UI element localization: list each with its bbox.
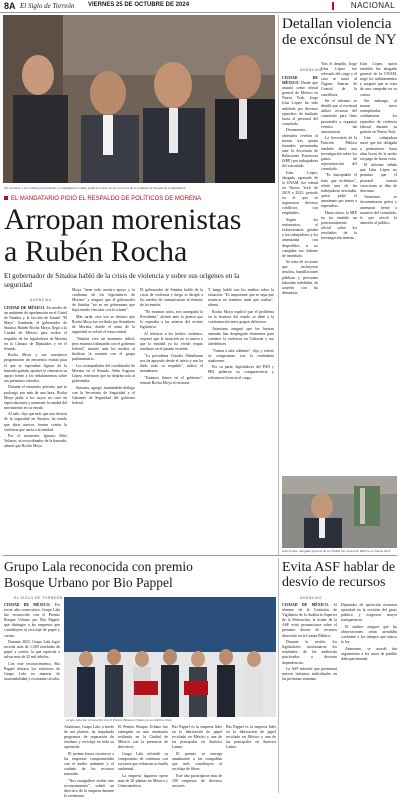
kicker-marker bbox=[4, 196, 8, 200]
main-column-4 bbox=[208, 288, 274, 552]
asf-col1-p3: La ASF informó que presentará nuevos informes individuales en las próximas semanas. bbox=[282, 667, 337, 682]
section-marker bbox=[332, 2, 334, 10]
lala-col4-p2: El premio se entrega anualmente a las compañías que más contribuyen al reciclaje de fibras. bbox=[172, 751, 222, 772]
paragraph-text: Por tercer año consecutivo, Grupo Lala fue reconocido con el Premio Bosque Urbano por Bio Pappel, que distingue a las empresas que contribuyen al reciclaje de papel y cartón. bbox=[4, 603, 60, 638]
main-photo-caption: Sin acelerar y sin cambio programado, el mandatario estatal profirió el leer de los recursos de la andanza al Senado de la República. bbox=[4, 186, 187, 190]
main-col1-p2: Rocha Moya y sus consejeros programaron un encuentro estatal para el que se esperaban figuras de la bancada guinda, quienes le reiteraron su apoyo frente a los señalamientos sobre sus presuntos vínculos. bbox=[4, 353, 67, 383]
consul-col1-p2: Documentos obtenidos revelan al menos tres quejas formales presentadas ante la Secretaría de Relaciones Exteriores (SRE) por trabajadores del consulado. bbox=[282, 128, 318, 169]
main-story-kicker bbox=[4, 196, 274, 202]
lala-column-1 bbox=[4, 603, 60, 793]
main-col1-p1 bbox=[4, 306, 67, 352]
main-col3-p1: El gobernador de Sinaloa habló de la crisis de violencia y luego se dirigió a los medios de comunicación al término de la reunión. bbox=[140, 288, 203, 308]
main-col2-p3: "Sinaloa vive un momento difícil, pero estamos trabajando con el gobierno federal", insistió ante los medios al finalizar la reunión con el grupo parlamentario. bbox=[72, 336, 135, 362]
asf-column-1 bbox=[282, 603, 337, 793]
main-col4-p4: "Vamos a salir adelante", dijo, y reiteró su compromiso con la ciudadanía sinaloense. bbox=[208, 348, 274, 363]
lala-col5-p1: Bio Pappel es la empresa líder en la fabricación de papel reciclado en México y una de las principales en América Latina. bbox=[226, 725, 276, 750]
lala-byline: EL SIGLO DE TORREÓN bbox=[14, 596, 63, 600]
main-story-photo bbox=[3, 15, 275, 183]
lala-col1-p3: Con este reconocimiento, Bio Pappel destaca los esfuerzos de Grupo Lala en materia de sustentabilidad y economía circular. bbox=[4, 662, 60, 682]
lala-col3-p3: La empresa lagunera opera más de 20 plantas en México y Centroamérica. bbox=[118, 773, 168, 789]
lala-column-2 bbox=[64, 725, 114, 799]
main-deck: El gobernador de Sinaloa habló de la crisis de violencia y sobre sus orígenes en la seguridad bbox=[4, 272, 240, 289]
paragraph-text: Desde que asumió como cónsul general de México en Nueva York, Jorge Islas López ha sido señalado por diversos episodios de maltrato hacia el personal del consulado. bbox=[282, 81, 318, 126]
dateline: CIUDAD DE MÉXICO. bbox=[282, 76, 318, 86]
consul-column-2 bbox=[321, 62, 357, 472]
asf-col2-p1: Diputados de oposición acusaron opacidad en la revisión del gasto público y exigieron mayor transparencia. bbox=[341, 603, 397, 623]
asf-byline: AGENCIAS bbox=[300, 596, 322, 600]
main-col4-p3: Asimismo aseguró que las fuerzas armadas han desplegado elementos para contener la violencia en Culiacán y sus alrededores. bbox=[208, 326, 274, 346]
bottom-column-divider bbox=[278, 558, 279, 793]
main-column-3 bbox=[140, 288, 203, 552]
main-column-2 bbox=[72, 288, 135, 552]
main-col4-p5: Por su parte, legisladores del PAN y PRI pidieron su comparecencia y solicitaron licencia al cargo. bbox=[208, 365, 274, 380]
main-col2-p1: Moya "tiene todo nuestro apoyo y la confianza de los legisladores de Morena" y aseguró que el gobernador de Sinaloa "no es un gobernante que haya tenido vínculos con el crimen". bbox=[72, 288, 135, 313]
consul-col2-p3: La Secretaría de la Función Pública también abrió una investigación sobre los gastos de representación del consulado. bbox=[321, 136, 357, 171]
main-col2-p4: Los acompañados del coordinador de Morena en el Senado, Adán Augusto López, reiteraron que no dejarán solo al gobernador. bbox=[72, 363, 135, 384]
lala-headline-line2: Bosque Urbano por Bio Pappel bbox=[4, 575, 173, 590]
lala-col4-p3: Este año participaron más de 100 empresas de diversos sectores. bbox=[172, 773, 222, 789]
dateline: CIUDAD DE MÉXICO. bbox=[282, 603, 329, 607]
lala-col4-p1: Bio Pappel es la empresa líder en la fabricación de papel reciclado en México y una de las principales en América Latina. bbox=[172, 725, 222, 750]
main-col1-p3: Durante el encuentro privado, que se prolongó por más de una hora, Rocha Moya pidió a los suyos no caer en especulaciones y mantener la unidad del movimiento en su estado. bbox=[4, 385, 67, 410]
column-divider bbox=[278, 15, 279, 555]
main-col3-p3: Al referirse a los hechos violentos, expresó que la situación no es nueva y que la entidad ya ha vivido etapas similares en el pasado reciente. bbox=[140, 331, 203, 352]
consul-col3-p1: Islas López, quien también fue abogado general de la UNAM, negó los señalamientos y aseguró que se trata de una campaña en su contra. bbox=[360, 62, 397, 97]
asf-col1-p1 bbox=[282, 603, 337, 639]
dateline: CIUDAD DE MÉXICO. bbox=[4, 603, 51, 607]
asf-column-2 bbox=[341, 603, 397, 793]
asf-col2-p2: El auditor aseguró que las observaciones serán atendidas conforme a los tiempos que marca la ley. bbox=[341, 624, 397, 645]
main-col3-p5: "Estamos firmes en el gobierno", remató Rocha Moya al retirarse. bbox=[140, 375, 203, 385]
lala-photo bbox=[64, 597, 276, 717]
lala-col2-p3: "Nos enorgullece recibir este reconocimiento", señaló un directivo de la empresa durante la ceremonia. bbox=[64, 778, 114, 799]
lala-col3-p1: El Premio Bosque Urbano fue entregado en una ceremonia realizada en la Ciudad de México con la presencia de directivos. bbox=[118, 725, 168, 750]
page-number: 8A bbox=[4, 1, 16, 11]
lala-col2-p1: Asimismo, Grupo Lala, a través de sus plantas, ha impulsado programas de separación de residuos y reciclaje en toda su operación. bbox=[64, 725, 114, 750]
consul-col2-p4: "Es inaceptable el trato que recibimos", relató una de las trabajadoras afectadas, quien pidió el anonimato por temor a represalias. bbox=[321, 173, 357, 209]
consul-column-1 bbox=[282, 76, 318, 472]
consul-headline: Detallan violencia de excónsul de NY bbox=[282, 16, 397, 48]
consul-col1-p3: Islas López, abogado egresado de la UNAM, fue cónsul en Nueva York de 2019 a 2023, periodo en el que se registraron diversos conflictos con empleados. bbox=[282, 170, 318, 216]
asf-col2-p3: Asimismo, se acordó dar seguimiento a los casos de posible daño patrimonial. bbox=[341, 646, 397, 661]
section-divider bbox=[3, 555, 397, 556]
main-col1-p4: Al salir, dijo que más que una derrota de la seguridad en Sinaloa, ha tenido que abrir nuevos frentes contra la violencia que azota a la entidad. bbox=[4, 412, 67, 432]
main-col2-p2: Más tarde, otra vez se destacó que Rocha Moya fue recibido por Senadores de Morena, donde el tema de la seguridad se volvió el tema central. bbox=[72, 314, 135, 335]
consul-photo-caption: Islas López, abogado general de la UNAM fue cónsul de México en Nueva York. bbox=[282, 549, 392, 553]
consul-column-3 bbox=[360, 62, 397, 472]
main-col1-p5: Por el momento, Ignacio Mier Velazco, vicecoordinador de la bancada, afirmó que Rocha Moya bbox=[4, 434, 67, 449]
paragraph-text: Al término de la Comisión de Vigilancia de la Auditoría Superior de la Federación, la titular de la ASF evitó pronunciarse sobre el presunto desvío de recursos detectado en la Cuenta Pública. bbox=[282, 603, 338, 638]
lala-headline-line1: Grupo Lala reconocida con premio bbox=[4, 559, 193, 574]
consul-col3-p5: Asimismo, se documentaron gritos y amenazas frente a usuarios del consulado, lo que afectó la atención al público. bbox=[360, 195, 397, 225]
main-col3-p4: "La presidenta Claudia Sheinbaum nos ha apoyado desde el inicio y nos ha dado todo su respaldo", indicó el mandatario. bbox=[140, 353, 203, 373]
main-headline-line2: a Rubén Rocha bbox=[4, 235, 188, 268]
lala-col2-p2: El premio busca reconocer a las empresas comprometidas con el medio ambiente y el cuidado de los recursos naturales. bbox=[64, 751, 114, 777]
lala-col1-p2: Durante 2023, Grupo Lala logró reciclar más de 1,500 toneladas de papel y cartón, lo que equivale a salvar más de 25 mil árboles. bbox=[4, 640, 60, 660]
main-byline: AGENCIAS bbox=[30, 298, 52, 302]
consul-col1-p4: Según los testimonios, el exfuncionario gritaba a los trabajadores y los amenazaba con despedirlos si no cumplían sus órdenes de inmediato. bbox=[282, 218, 318, 258]
publication-date: VIERNES 25 DE OCTUBRE DE 2024 bbox=[88, 2, 190, 8]
consul-byline: AGENCIAS bbox=[300, 68, 322, 72]
main-col4-p1: Y luego habló con los medios sobre la situación: "Es importante que se sepa que nosotros no tenemos nada que ocultar", afirmó. bbox=[208, 288, 274, 308]
lala-photo-caption: Grupo Lala fue reconocido con el Premio Bosque Urbano en su edición 2024. bbox=[66, 718, 173, 722]
page-header bbox=[0, 0, 400, 13]
asf-headline: Evita ASF hablar de desvío de recursos bbox=[282, 560, 396, 590]
consul-col3-p3: Una trabajadora narró que fue obligada a permanecer hasta altas horas de la noche sin pago de horas extra. bbox=[360, 136, 397, 161]
main-col3-p2: "No estamos solos, nos acompaña la Presidenta", afirmó ante la prensa que lo esperaba a las afueras del recinto legislativo. bbox=[140, 309, 203, 330]
lala-col1-p1 bbox=[4, 603, 60, 639]
consul-col3-p4: El informe señala que Islas López no permitía que el personal tomara vacaciones ni días de descanso. bbox=[360, 163, 397, 193]
kicker-text: EL MANDATARIO PIDIÓ EL RESPALDO DE POLÍTICOS DE MORENA bbox=[11, 196, 202, 202]
main-column-1 bbox=[4, 306, 67, 552]
paragraph-text: En medio de un ambiente de aprehensión en el Cártel de Sinaloa y la facción de Ismael "El Mayo" Zambada, el gobernador de Sinaloa, Rubén Rocha Moya, llegó a la Ciudad de México para recibir el respaldo de los legisladores de Morena en la Cámara de Diputados y en el Senado. bbox=[4, 306, 67, 351]
consul-col1-p1 bbox=[282, 76, 318, 127]
consul-col3-p2: Sin embargo, al menos cinco exempleados confirmaron los episodios de violencia laboral durante su gestión en Nueva York. bbox=[360, 99, 397, 134]
lala-column-3 bbox=[118, 725, 168, 793]
lala-column-4 bbox=[172, 725, 222, 793]
lala-column-5 bbox=[226, 725, 276, 793]
lala-col3-p2: Grupo Lala refrendó su compromiso de continuar con acciones que reduzcan su huella ambiental. bbox=[118, 751, 168, 772]
newspaper-brand: El Siglo de Torreón bbox=[20, 2, 75, 10]
consul-col2-p2: En el informe, se detalla que el excónsul utilizó recursos del consulado para fines personales y organizó eventos sin autorización. bbox=[321, 99, 357, 134]
consul-photo bbox=[282, 476, 397, 548]
section-name: NACIONAL bbox=[350, 1, 395, 10]
main-headline-line1: Arropan morenistas bbox=[4, 203, 242, 236]
main-col2-p5: Sintonía, agregó, mantendrán diálogo con la Secretaría de Seguridad y el Gabinete de Seguridad del gobierno federal. bbox=[72, 385, 135, 405]
asf-col1-p2: Durante la sesión, los legisladores cuestionaron los resultados de las auditorías practicadas a diversas dependencias. bbox=[282, 640, 337, 665]
main-col4-p2: Rocha Moya explicó que el problema en la frontera del estado se debe a la confrontación entre grupos delictivos. bbox=[208, 309, 274, 325]
consul-col1-p5: Se trata de acciones que incluyeron insultos, humillaciones públicas y presiones laborales indebidas, de acuerdo con las denuncias. bbox=[282, 260, 318, 295]
consul-col2-p5: Hasta ahora, la SRE no ha emitido un posicionamiento oficial sobre los resultados de la investigación interna. bbox=[321, 210, 357, 241]
dateline: CIUDAD DE MÉXICO. bbox=[4, 306, 46, 310]
consul-col2-p1: Tras el despido, Jorge Islas López fue relevado del cargo y el caso se turnó al Órgano Interno de Control de la cancillería. bbox=[321, 62, 357, 97]
